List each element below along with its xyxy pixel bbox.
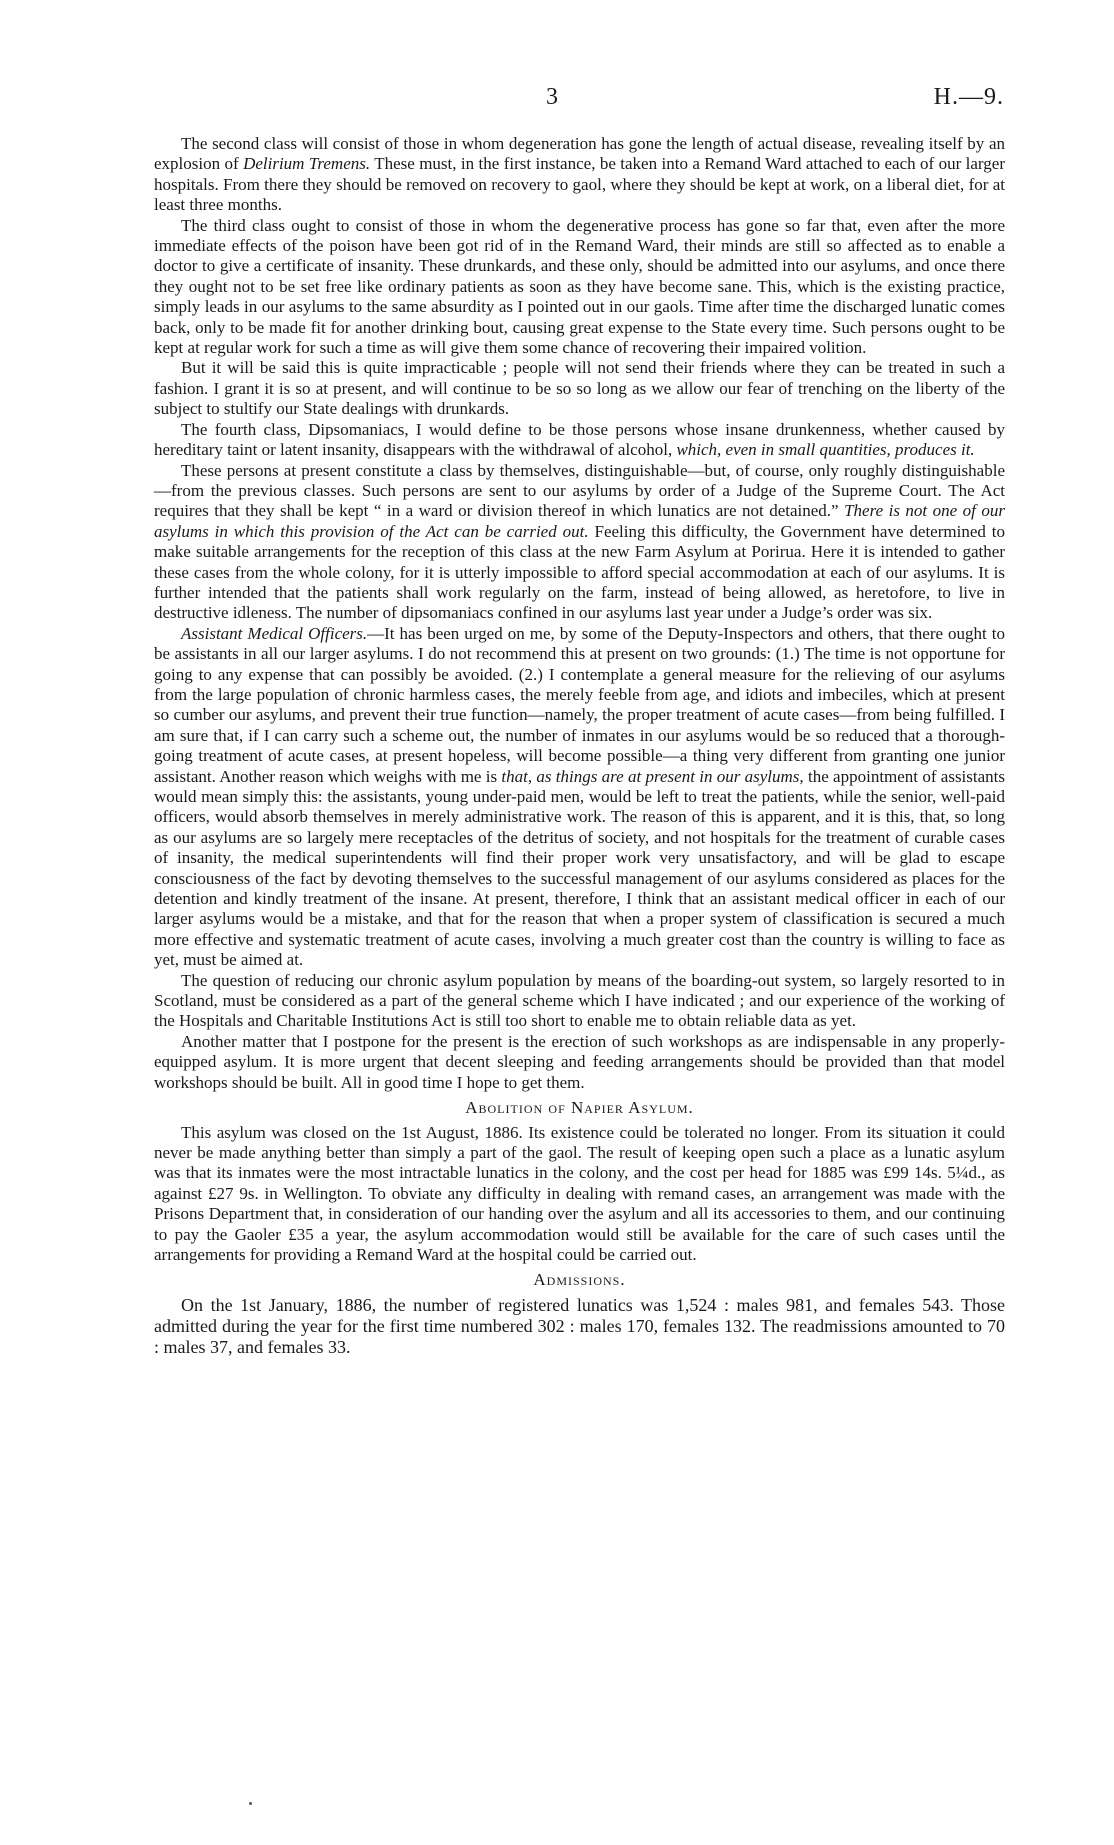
paragraph: These persons at present constitute a class by themselves, distinguishable—but, of course, only roughly distinguishable—from the previous classes. Such persons are sent to our asylums by order of a Judge of the Supreme Court. The Act requires that they shall be kept “ in a ward or division thereof in which lunatics are not detained.” There is not one of our asylums in which this provision of the Act can be carried out. Feeling this difficulty, the Government have determined to make suitable arrangements for the reception of this class at the new Farm Asylum at Porirua. Here it is intended to gather these cases from the whole colony, for it is utterly impossible to afford special accommodation at each of our asylums. It is further intended that the patients shall work regularly on the farm, instead of being allowed, as heretofore, to live in destructive idleness. The number of dipsomaniacs confined in our asylums last year under a Judge’s order was six.: [154, 460, 1005, 623]
paragraph: The question of reducing our chronic asylum population by means of the boarding-out system, so largely resorted to in Scotland, must be considered as a part of the general scheme which I have indicated ; and our experience of the working of the Hospitals and Charitable Institutions Act is still too short to enable me to obtain reliable data as yet.: [154, 970, 1005, 1031]
paragraph: But it will be said this is quite impracticable ; people will not send their friends where they can be treated in such a fashion. I grant it is so at present, and will continue to be so so long as we allow our fear of trenching on the liberty of the subject to stultify our State dealings with drunkards.: [154, 358, 1005, 419]
page-number: 3: [546, 84, 558, 110]
section-heading: Admissions.: [533, 1270, 626, 1290]
paragraph: The third class ought to consist of those in whom the degenerative process has gone so far that, even after the more immediate effects of the poison have been got rid of in the Remand Ward, their minds are still so affected as to enable a doctor to give a certificate of insanity. These drunkards, and these only, should be admitted into our asylums, and once there they ought not to be set free like ordinary patients as soon as they have become sane. This, which is the existing practice, simply leads in our asylums to the same absurdity as I pointed out in our gaols. Time after time the discharged lunatic comes back, only to be made fit for another drinking bout, causing great expense to the State every time. Such persons ought to be kept at regular work for such a time as will give them some chance of recovering their impaired volition.: [154, 215, 1005, 358]
paragraph: Another matter that I postpone for the present is the erection of such workshops as are indispensable in any properly-equipped asylum. It is more urgent that decent sleeping and feeding arrangements should be provided than that model workshops should be built. All in good time I hope to get them.: [154, 1031, 1005, 1092]
paragraph: The second class will consist of those in whom degeneration has gone the length of actual disease, revealing itself by an explosion of Delirium Tremens. These must, in the first instance, be taken into a Remand Ward attached to each of our larger hospitals. From there they should be removed on recovery to gaol, where they should be kept at work, on a liberal diet, for at least three months.: [154, 134, 1005, 215]
document-reference: H.—9.: [933, 84, 1004, 110]
paragraph: The fourth class, Dipsomaniacs, I would define to be those persons whose insane drunkenness, whether caused by hereditary taint or latent insanity, disappears with the withdrawal of alcohol, which, even in small quantities, produces it.: [154, 419, 1005, 460]
paragraph: This asylum was closed on the 1st August, 1886. Its existence could be tolerated no longer. From its situation it could never be made anything better than simply a part of the gaol. The result of keeping open such a place as a lunatic asylum was that its inmates were the most intractable lunatics in the colony, and the cost per head for 1885 was £99 14s. 5¼d., as against £27 9s. in Wellington. To obviate any difficulty in dealing with remand cases, an arrangement was made with the Prisons Department that, in consideration of our handing over the asylum and all its accessories to them, and our continuing to pay the Gaoler £35 a year, the asylum accommodation would still be available for the care of such cases until the arrangements for providing a Remand Ward at the hospital could be carried out.: [154, 1122, 1005, 1264]
print-speck: [249, 1802, 252, 1805]
section-heading: Abolition of Napier Asylum.: [465, 1098, 694, 1118]
paragraph: Assistant Medical Officers.—It has been urged on me, by some of the Deputy-Inspectors and others, that there ought to be assistants in all our larger asylums. I do not recommend this at present on two grounds: (1.) The time is not opportune for going to any expense that can possibly be avoided. (2.) I contemplate a general measure for the relieving of our asylums from the large population of chronic harmless cases, the merely feeble from age, and idiots and imbeciles, which at present so cumber our asylums, and prevent their true function—namely, the proper treatment of acute cases—from being fulfilled. I am sure that, if I can carry such a scheme out, the number of inmates in our asylums would be so reduced that a thorough-going treatment of acute cases, at present hopeless, will become possible—a thing very different from granting one junior assistant. Another reason which weighs with me is that, as things are at present in our asylums, the appointment of assistants would mean simply this: the assistants, young under-paid men, would be left to treat the patients, while the senior, well-paid officers, would absorb themselves in merely administrative work. The reason of this is apparent, and it is this, that, so long as our asylums are so largely mere receptacles of the detritus of society, and not hospitals for the treatment of curable cases of insanity, the medical superintendents will find their proper work very unsatisfactory, and will be glad to escape consciousness of the fact by devoting themselves to the successful management of our asylums considered as places for the detention and kindly treatment of the insane. At present, therefore, I think that an assistant medical officer in each of our larger asylums would be a mistake, and that for the reason that when a proper system of classification is secured a much more effective and systematic treatment of acute cases, involving a much greater cost than the country is willing to face as yet, must be aimed at.: [154, 623, 1006, 970]
body-text: [154, 134, 1005, 1358]
paragraph: On the 1st January, 1886, the number of registered lunatics was 1,524 : males 981, and females 543. Those admitted during the year for the first time numbered 302 : males 170, females 132. The readmissions amounted to 70 : males 37, and females 33.: [154, 1294, 1005, 1357]
